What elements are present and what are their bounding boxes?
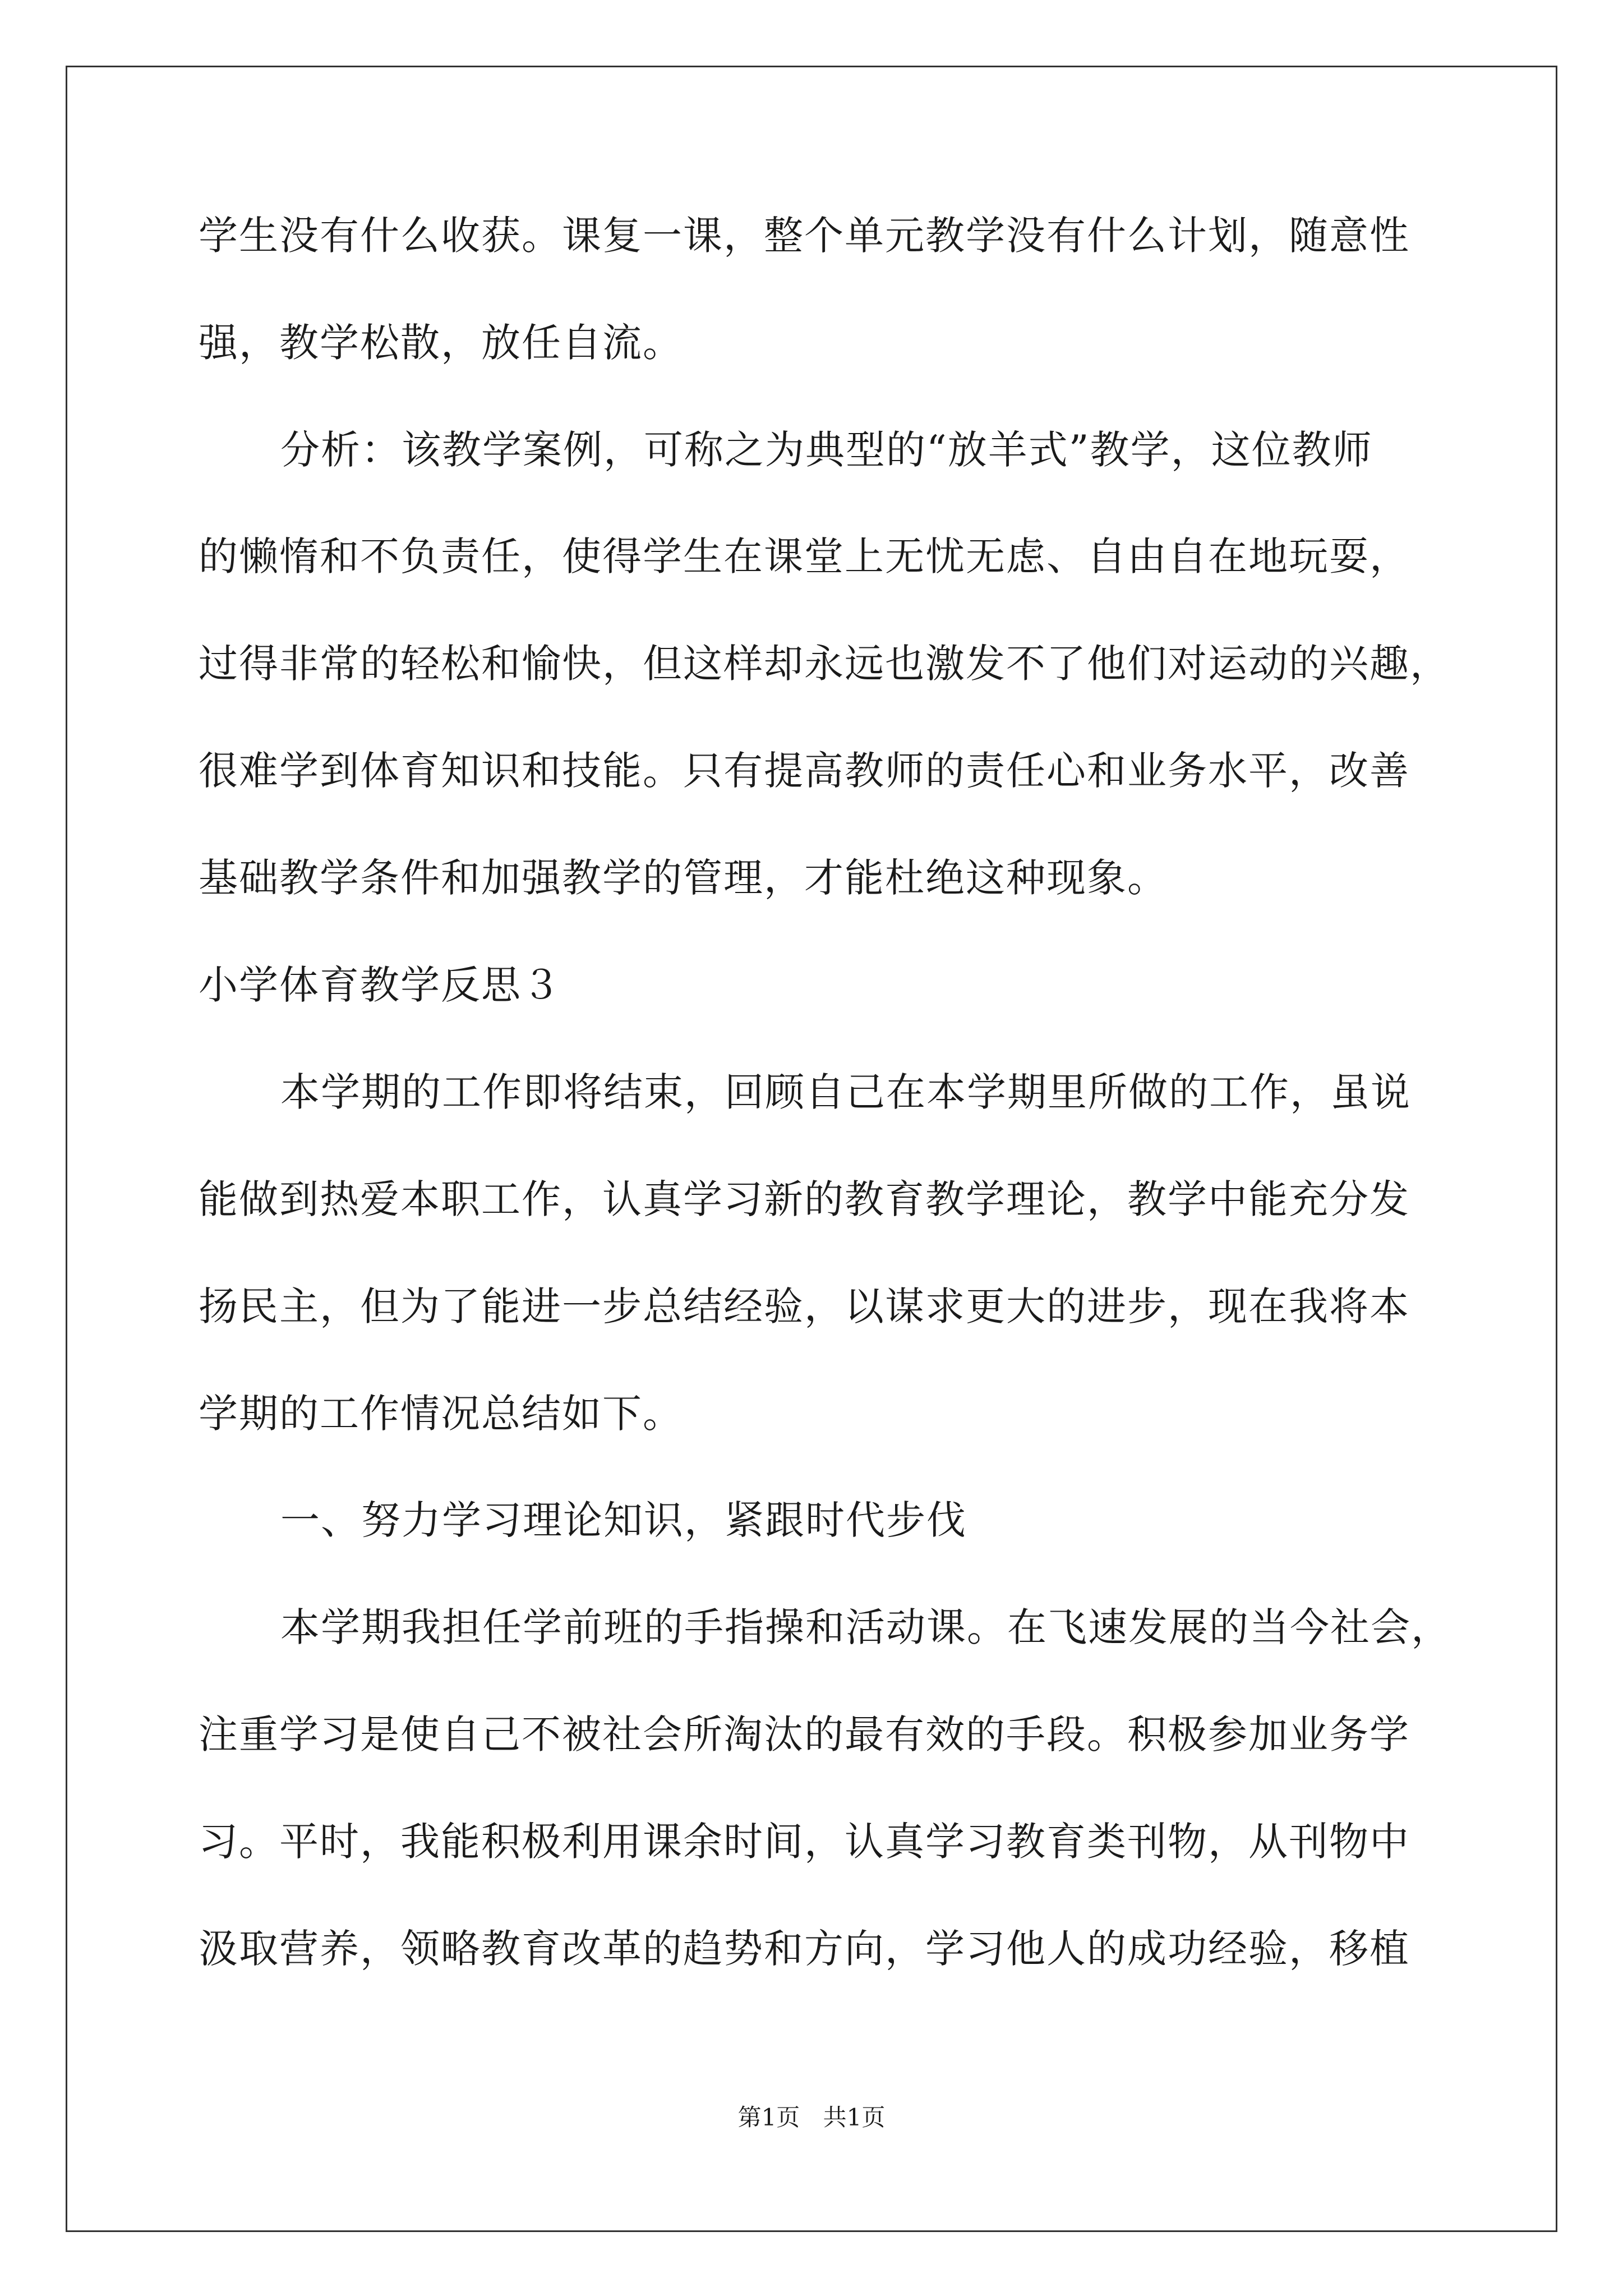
page-border	[66, 66, 1557, 2232]
page-number-total: 共1页	[823, 2104, 886, 2131]
text-line-5: 过得非常的轻松和愉快，但这样却永远也激发不了他们对运动的兴趣，	[199, 641, 1450, 687]
text-line-11: 扬民主，但为了能进一步总结经验，以谋求更大的进步，现在我将本	[199, 1283, 1410, 1329]
text-line-2: 强，教学松散，放任自流。	[199, 320, 683, 366]
subsection-heading: 一、努力学习理论知识，紧跟时代步伐	[280, 1497, 967, 1543]
page-number-current: 第1页	[737, 2104, 800, 2131]
text-line-15: 注重学习是使自己不被社会所淘汰的最有效的手段。积极参加业务学	[199, 1711, 1410, 1757]
text-line-6: 很难学到体育知识和技能。只有提高教师的责任心和业务水平，改善	[199, 748, 1410, 794]
text-line-9: 本学期的工作即将结束，回顾自己在本学期里所做的工作，虽说	[280, 1069, 1411, 1115]
text-line-16: 习。平时，我能积极利用课余时间，认真学习教育类刊物，从刊物中	[199, 1819, 1410, 1865]
text-line-7: 基础教学条件和加强教学的管理，才能杜绝这种现象。	[199, 855, 1168, 901]
text-line-12: 学期的工作情况总结如下。	[199, 1391, 683, 1437]
section-heading: 小学体育教学反思３	[199, 962, 562, 1008]
text-line-3: 分析：该教学案例，可称之为典型的“放羊式”教学，这位教师	[280, 427, 1373, 473]
text-line-17: 汲取营养，领略教育改革的趋势和方向，学习他人的成功经验，移植	[199, 1926, 1410, 1972]
text-line-10: 能做到热爱本职工作，认真学习新的教育教学理论，教学中能充分发	[199, 1176, 1410, 1222]
page-footer	[0, 2101, 1623, 2134]
text-line-1: 学生没有什么收获。课复一课，整个单元教学没有什么计划，随意性	[199, 213, 1410, 259]
text-line-14: 本学期我担任学前班的手指操和活动课。在飞速发展的当今社会，	[280, 1604, 1451, 1650]
text-line-4: 的懒惰和不负责任，使得学生在课堂上无忧无虑、自由自在地玩耍，	[199, 533, 1410, 579]
